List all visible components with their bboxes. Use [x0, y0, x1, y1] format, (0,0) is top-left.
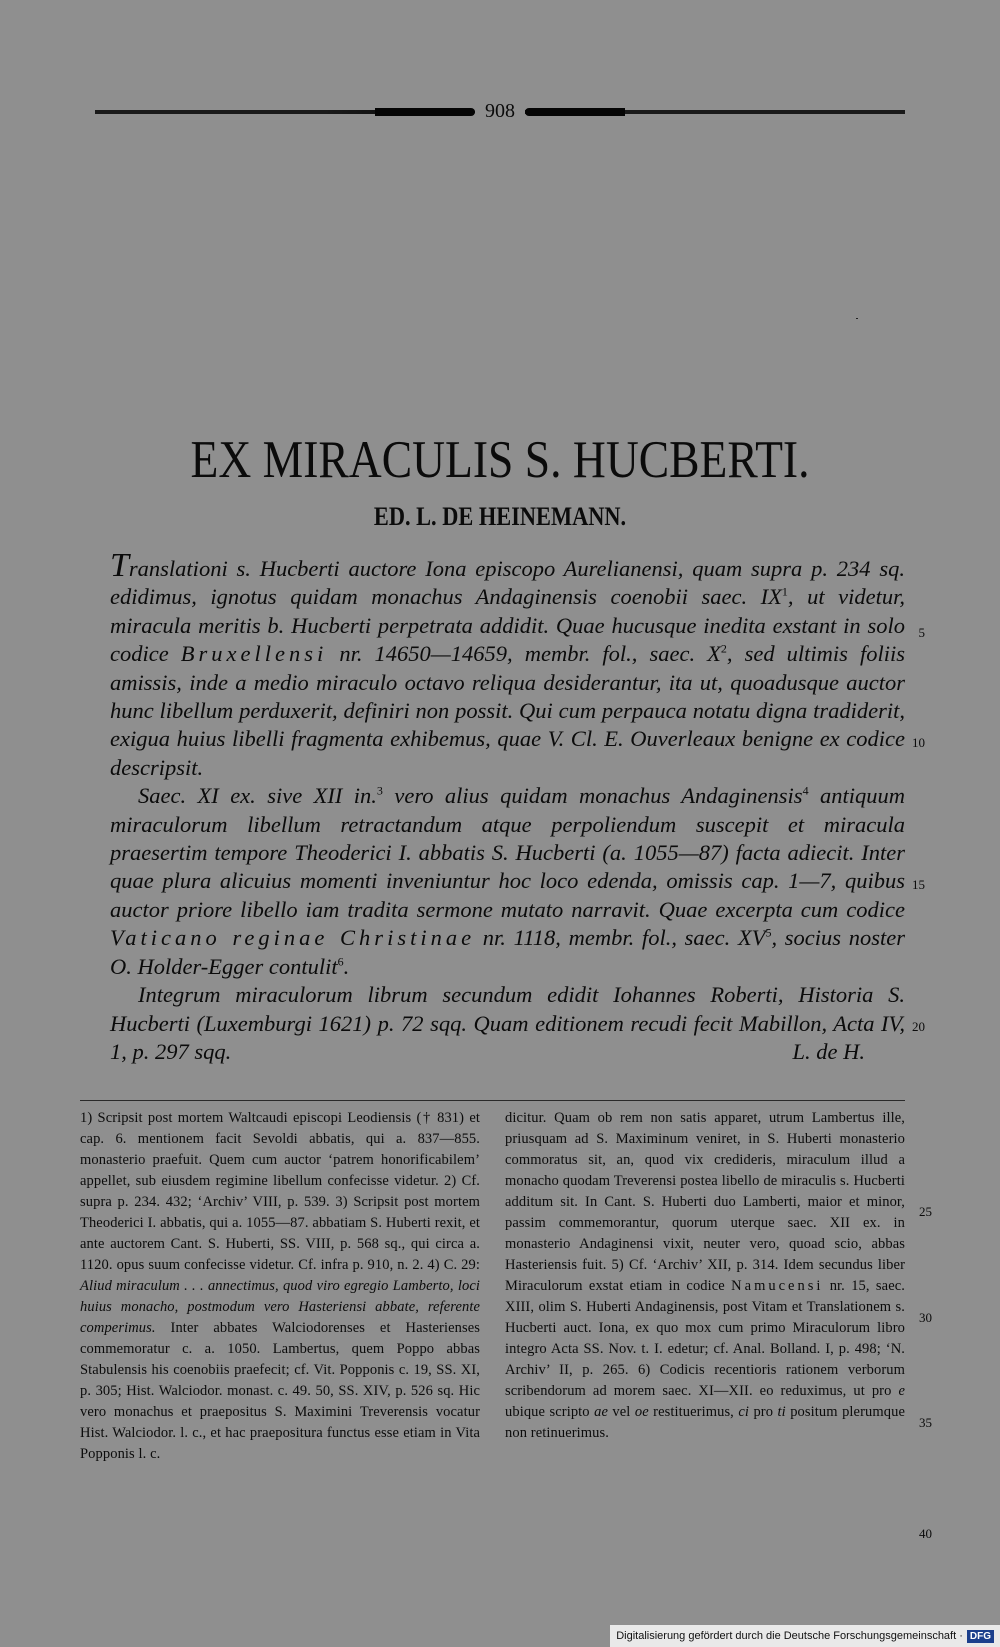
- text-run: dicitur. Quam ob rem non satis apparet, utrum Lambertus ille, priusquam ad S. Maximinum veniret, in S. Huberti monasterio commoratus sit, an, quod vix credideris, miraculum illud a monacho quodam Treverensi postea libello de miraculis s. Hucberti additum sit. In Cant. S. Huberti duo Lamberti, maior et minor, passim commemorantur, quorum uterque saec. XII ex. in monasterio Andaginensi vixit, neuter vero, quoad scio, abbas Hasteriensis fuit. 5) Cf. ‘Archiv’ XII, p. 314. Idem secundus liber Miraculorum exstat etiam in codice: [505, 1110, 905, 1294]
- digitization-credit: [610, 1625, 1000, 1647]
- text-run: nr. 15, saec. XIII, olim S. Huberti Andaginensis, post Vitam et Translationem s. Hucberti auct. Iona, ex quo mox cum primo Miraculorum libro integro Acta SS. Nov. t. I. edetur; cf. Anal. Bolland. I, p. 498; ‘N. Archiv’ II, p. 265. 6) Codicis recentioris rationem verborum scribendorum ad morem saec. XI—XII. eo reduximus, ut pro: [505, 1278, 905, 1399]
- line-number: 10: [912, 735, 925, 750]
- text-run: antiquum miraculorum libellum retractandum atque perpoliendum suscepit et miracula praesertim tempore Theoderici I. abbatis S. Hucberti (a. 1055—87) facta adiecit. Inter quae plura alicuius momenti inveniuntur hoc loco edenda, omissis cap. 1—7, quibus auctor priore libello iam tradita sermone mutato narravit. Quae excerpta cum codice: [110, 783, 905, 922]
- spaced-text: Vaticano reginae Christinae: [110, 925, 476, 951]
- footnotes-left-column: [80, 1108, 480, 1465]
- header-rule-left: [95, 110, 475, 114]
- italic-quote: Aliud miraculum . . . annectimus, quod viro egregio Lamberto, loci huius monacho, postmodum vero Hasteriensi abbate, referente comperimus.: [80, 1278, 480, 1336]
- text-run: pro: [749, 1404, 778, 1420]
- text-run: Inter abbates Walciodorenses et Hasterienses commemoratur c. a. 1050. Lambertus, quem Poppo abbas Stabulensis his coenobiis praefecit; cf. Vit. Popponis c. 19, SS. XI, p. 305; Hist. Walciodor. monast. c. 49. 50, SS. XIV, p. 526 sq. Hic vero monachus et praepositus S. Maximini Treverensis vocatur Hist. Walciodor. l. c., et hac praepositura functus esse etiam in Vita Popponis l. c.: [80, 1320, 480, 1462]
- introduction: [110, 547, 905, 1066]
- footnote-ref: 3: [376, 783, 383, 798]
- text-run: , socius noster O. Holder-Egger contulit: [110, 925, 905, 979]
- text-run: nr. 14650—14659, membr. fol., saec. X: [327, 641, 721, 667]
- footnote-text: [505, 1108, 905, 1444]
- spaced-text: Bruxellensi: [180, 641, 328, 667]
- line-number: 30: [919, 1310, 932, 1325]
- text-run: positum plerumque non retinuerimus.: [505, 1404, 905, 1441]
- text-run: .: [343, 953, 350, 979]
- text-run: , ut videtur, miracula meritis b. Hucberti perpetrata addidit. Quae hucusque inedita exstant in solo codice: [110, 584, 905, 667]
- line-number: 5: [918, 625, 925, 640]
- line-number: 40: [919, 1526, 932, 1541]
- footnote-ref: 1: [781, 584, 788, 599]
- line-number: 25: [919, 1204, 932, 1219]
- intro-paragraph-2: [110, 782, 905, 981]
- italic-letter: ae: [594, 1404, 608, 1420]
- dfg-logo: DFG: [967, 1630, 994, 1643]
- footnote-ref: 5: [765, 925, 772, 940]
- italic-letter: e: [898, 1383, 905, 1399]
- text-run: Saec. XI ex. sive XII in.: [138, 783, 377, 809]
- credit-text: Digitalisierung gefördert durch die Deutsche Forschungsgemeinschaft ·: [616, 1630, 963, 1642]
- line-number: 20: [912, 1019, 925, 1034]
- footnotes-right-column: [505, 1108, 905, 1444]
- italic-letter: oe: [634, 1404, 649, 1420]
- text-run: vero alius quidam monachus Andaginensis: [382, 783, 803, 809]
- footnote-ref: 4: [802, 783, 809, 798]
- text-run: , sed ultimis foliis amissis, inde a medio miraculo octavo reliqua desiderantur, ita ut, quoadusque auctor hunc libellum perduxerit, definiri non possit. Qui cum perpauca notatu digna tradiderit, exigua huius libelli fragmenta exhibemus, quae V. Cl. E. Ouverleaux benigne ex codice descripsit.: [110, 641, 905, 780]
- page-header: [95, 98, 905, 124]
- text-run: 1) Scripsit post mortem Waltcaudi episcopi Leodiensis († 831) et cap. 6. mentionem facit Sevoldi abbatis, qui a. 837—855. monasterio praefuit. Quem cum auctor ‘patrem honorificabilem’ appellet, sub eiusdem regimine libellum confecisse videtur. 2) Cf. supra p. 234. 432; ‘Archiv’ VIII, p. 539. 3) Scripsit post mortem Theoderici I. abbatis, qui a. 1055—87. abbatiam S. Huberti rexit, et ante auctorem Cant. S. Huberti, SS. VIII, p. 568 sq., qui circa a. 1120. opus suum confecisse videtur. Cf. infra p. 910, n. 2. 4) C. 29:: [80, 1110, 480, 1273]
- drop-cap: T: [110, 547, 129, 584]
- text-run: ubique scripto: [505, 1404, 595, 1420]
- text-run: ranslationi s. Hucberti auctore Iona episcopo Aurelianensi, quam supra p. 234 sq. edidimus, ignotus quidam monachus Andaginensis coenobii saec. IX: [110, 556, 905, 610]
- text-run: restituerimus,: [648, 1404, 739, 1420]
- italic-letter: ci: [738, 1404, 750, 1420]
- footnote-text: [80, 1108, 480, 1465]
- footnote-ref: 6: [337, 954, 344, 969]
- italic-letter: ti: [777, 1404, 786, 1420]
- header-rule-right: [525, 110, 905, 114]
- text-run: nr. 1118, membr. fol., saec. XV: [475, 925, 766, 951]
- intro-paragraph-3: [110, 981, 905, 1066]
- scan-speck: [856, 318, 858, 319]
- page-number: 908: [485, 100, 515, 122]
- line-number: 15: [912, 877, 925, 892]
- footnote-ref: 2: [720, 641, 727, 656]
- line-number: 35: [919, 1415, 932, 1430]
- intro-paragraph-1: [110, 547, 905, 782]
- text-run: Integrum miraculorum librum secundum edidit Iohannes Roberti, Historia S. Hucberti (Luxemburgi 1621) p. 72 sqq. Quam editionem recudi fecit Mabillon, Acta IV, 1, p. 297 sqq.: [110, 982, 905, 1064]
- text-run: vel: [607, 1404, 635, 1420]
- editor-line: ED. L. DE HEINEMANN.: [373, 502, 627, 531]
- footnote-separator: [80, 1100, 905, 1101]
- signature: L. de H.: [792, 1038, 865, 1064]
- spaced-text: Namucensi: [731, 1278, 824, 1294]
- document-title: EX MIRACULIS S. HUCBERTI.: [190, 431, 810, 489]
